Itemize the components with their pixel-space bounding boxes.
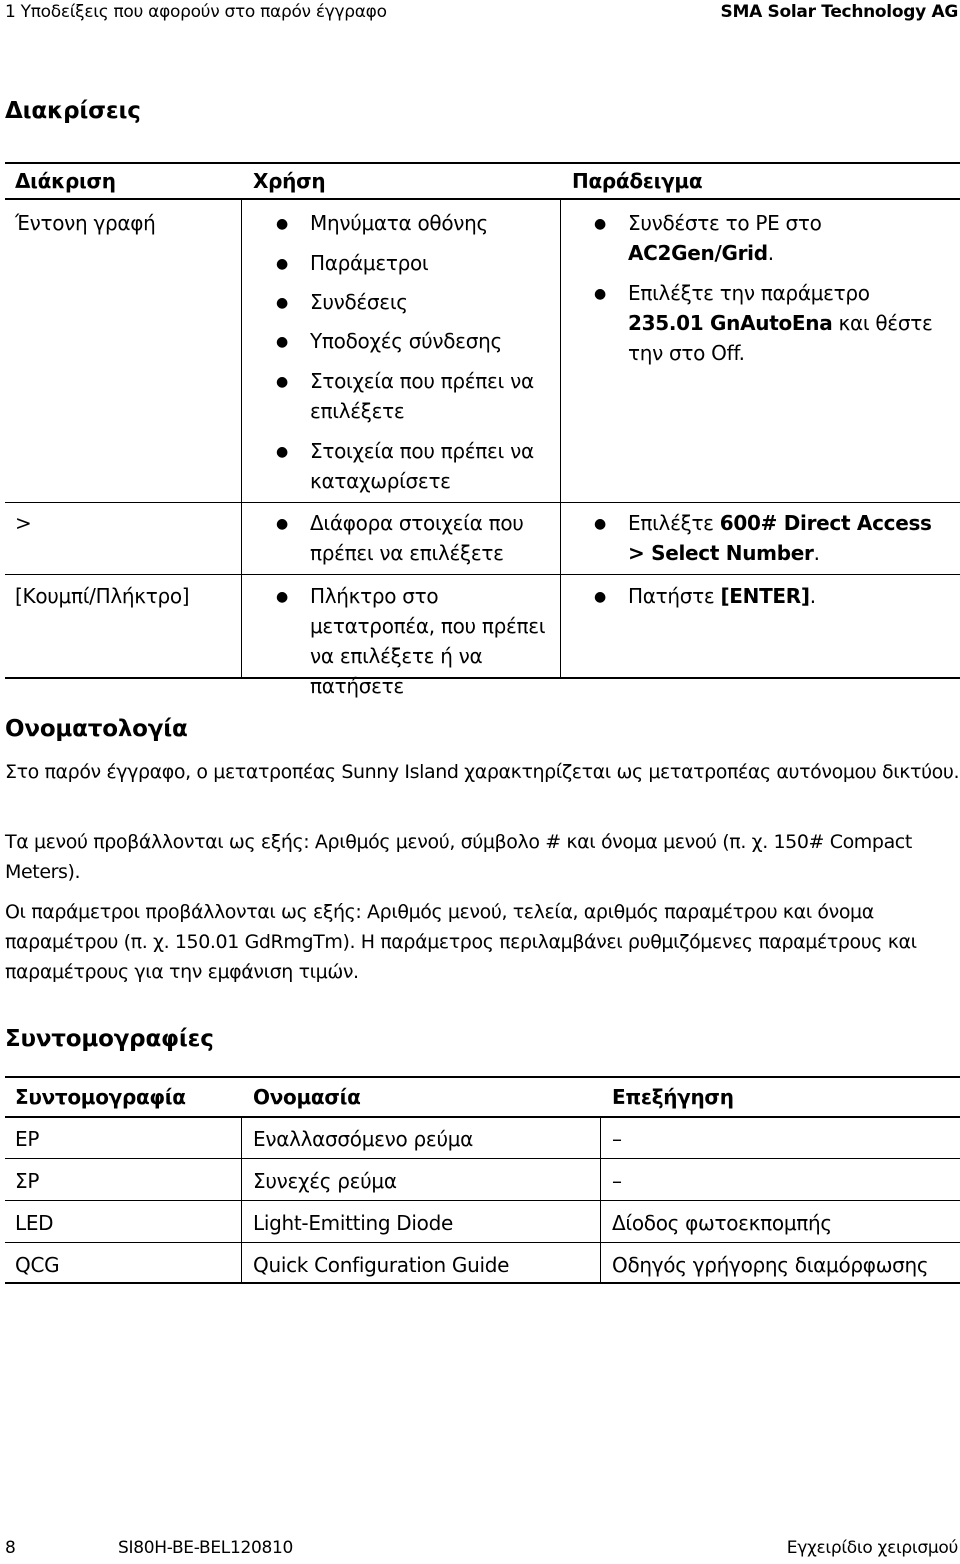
- bullet-icon: ●: [276, 334, 288, 350]
- abbr-table-header-rule: [5, 1116, 960, 1118]
- example-item: Πατήστε [ENTER].: [628, 584, 816, 608]
- row-name-key: [Κουμπί/Πλήκτρο]: [15, 584, 190, 608]
- abbr-cell: Light-Emitting Diode: [253, 1211, 453, 1235]
- row-name-arrow: >: [15, 511, 32, 535]
- abbr-cell: –: [612, 1169, 622, 1193]
- abbr-cell: ΕΡ: [15, 1127, 40, 1151]
- usage-item: Πλήκτρο στο μετατροπέα, που πρέπει να επιλέξετε ή να πατήσετε: [310, 584, 546, 698]
- row-name-bold: Έντονη γραφή: [15, 211, 156, 235]
- bullet-icon: ●: [594, 589, 606, 605]
- usage-item: Μηνύματα οθόνης: [310, 211, 488, 235]
- row-rule: [5, 574, 960, 575]
- abbr-cell: Quick Configuration Guide: [253, 1253, 510, 1277]
- col-header-example: Παράδειγμα: [572, 169, 703, 193]
- example-item: Συνδέστε το PE στο AC2Gen/Grid.: [628, 211, 822, 265]
- example-item: Επιλέξτε την παράμετρο 235.01 GnAutoEna και θέστε την στο Off.: [628, 281, 933, 365]
- abbr-col-header: Επεξήγηση: [612, 1085, 734, 1109]
- section-title-abbreviations: Συντομογραφίες: [5, 1026, 214, 1052]
- abbr-cell: Δίοδος φωτοεκπομπής: [612, 1211, 832, 1235]
- abbr-cell: –: [612, 1127, 622, 1151]
- bullet-icon: ●: [594, 516, 606, 532]
- bullet-icon: ●: [276, 295, 288, 311]
- header-section-title: 1 Υποδείξεις που αφορούν στο παρόν έγγραφο: [5, 2, 387, 22]
- bullet-icon: ●: [276, 256, 288, 272]
- header-company: SMA Solar Technology AG: [720, 2, 958, 22]
- bullet-icon: ●: [276, 216, 288, 232]
- abbr-col-header: Συντομογραφία: [15, 1085, 186, 1109]
- abbr-cell: Συνεχές ρεύμα: [253, 1169, 397, 1193]
- footer-document-type: Εγχειρίδιο χειρισμού: [786, 1538, 958, 1558]
- row-rule: [5, 502, 960, 503]
- example-item: Επιλέξτε 600# Direct Access > Select Number.: [628, 511, 932, 565]
- abbr-cell: ΣΡ: [15, 1169, 40, 1193]
- usage-item: Στοιχεία που πρέπει να καταχωρίσετε: [310, 439, 534, 493]
- abbr-cell: Οδηγός γρήγορης διαμόρφωσης: [612, 1253, 929, 1277]
- abbr-cell: LED: [15, 1211, 54, 1235]
- bullet-icon: ●: [276, 589, 288, 605]
- paragraph: Οι παράμετροι προβάλλονται ως εξής: Αριθμός μενού, τελεία, αριθμός παραμέτρου και όνομα παραμέτρου (π. χ. 150.01 GdRmgTm). Η παράμετρος περιλαμβάνει ρυθμιζόμενες παραμέτρους και παραμέτρους για την εμφάνιση τιμών.: [5, 901, 917, 983]
- bullet-icon: ●: [594, 216, 606, 232]
- usage-item: Υποδοχές σύνδεσης: [310, 329, 502, 353]
- table-bottom-rule: [5, 677, 960, 679]
- bullet-icon: ●: [276, 516, 288, 532]
- bullet-icon: ●: [276, 444, 288, 460]
- table-header-rule: [5, 198, 960, 200]
- table-col-divider: [560, 198, 561, 678]
- abbr-col-header: Ονομασία: [253, 1085, 361, 1109]
- abbr-row-rule: [5, 1242, 960, 1243]
- col-header-usage: Χρήση: [253, 169, 326, 193]
- paragraph: Στο παρόν έγγραφο, ο μετατροπέας Sunny Island χαρακτηρίζεται ως μετατροπέας αυτόνομου δικτύου.: [5, 761, 960, 783]
- bullet-icon: ●: [594, 286, 606, 302]
- table-col-divider: [241, 198, 242, 678]
- section-title-nomenclature: Ονοματολογία: [5, 716, 188, 742]
- abbr-row-rule: [5, 1200, 960, 1201]
- usage-item: Παράμετροι: [310, 251, 429, 275]
- footer-document-code: SI80H-BE-BEL120810: [118, 1538, 294, 1558]
- paragraph: Τα μενού προβάλλονται ως εξής: Αριθμός μενού, σύμβολο # και όνομα μενού (π. χ. 150# Compact Meters).: [5, 831, 912, 883]
- abbr-table-top-rule: [5, 1076, 960, 1078]
- abbr-table-bottom-rule: [5, 1282, 960, 1284]
- usage-item: Συνδέσεις: [310, 290, 408, 314]
- abbr-row-rule: [5, 1158, 960, 1159]
- footer-page-number: 8: [5, 1538, 16, 1558]
- section-title-distinctions: Διακρίσεις: [5, 98, 141, 124]
- abbr-cell: Εναλλασσόμενο ρεύμα: [253, 1127, 474, 1151]
- bullet-icon: ●: [276, 374, 288, 390]
- usage-item: Στοιχεία που πρέπει να επιλέξετε: [310, 369, 534, 423]
- col-header-distinction: Διάκριση: [15, 169, 116, 193]
- usage-item: Διάφορα στοιχεία που πρέπει να επιλέξετε: [310, 511, 524, 565]
- table-top-rule: [5, 162, 960, 164]
- abbr-cell: QCG: [15, 1253, 60, 1277]
